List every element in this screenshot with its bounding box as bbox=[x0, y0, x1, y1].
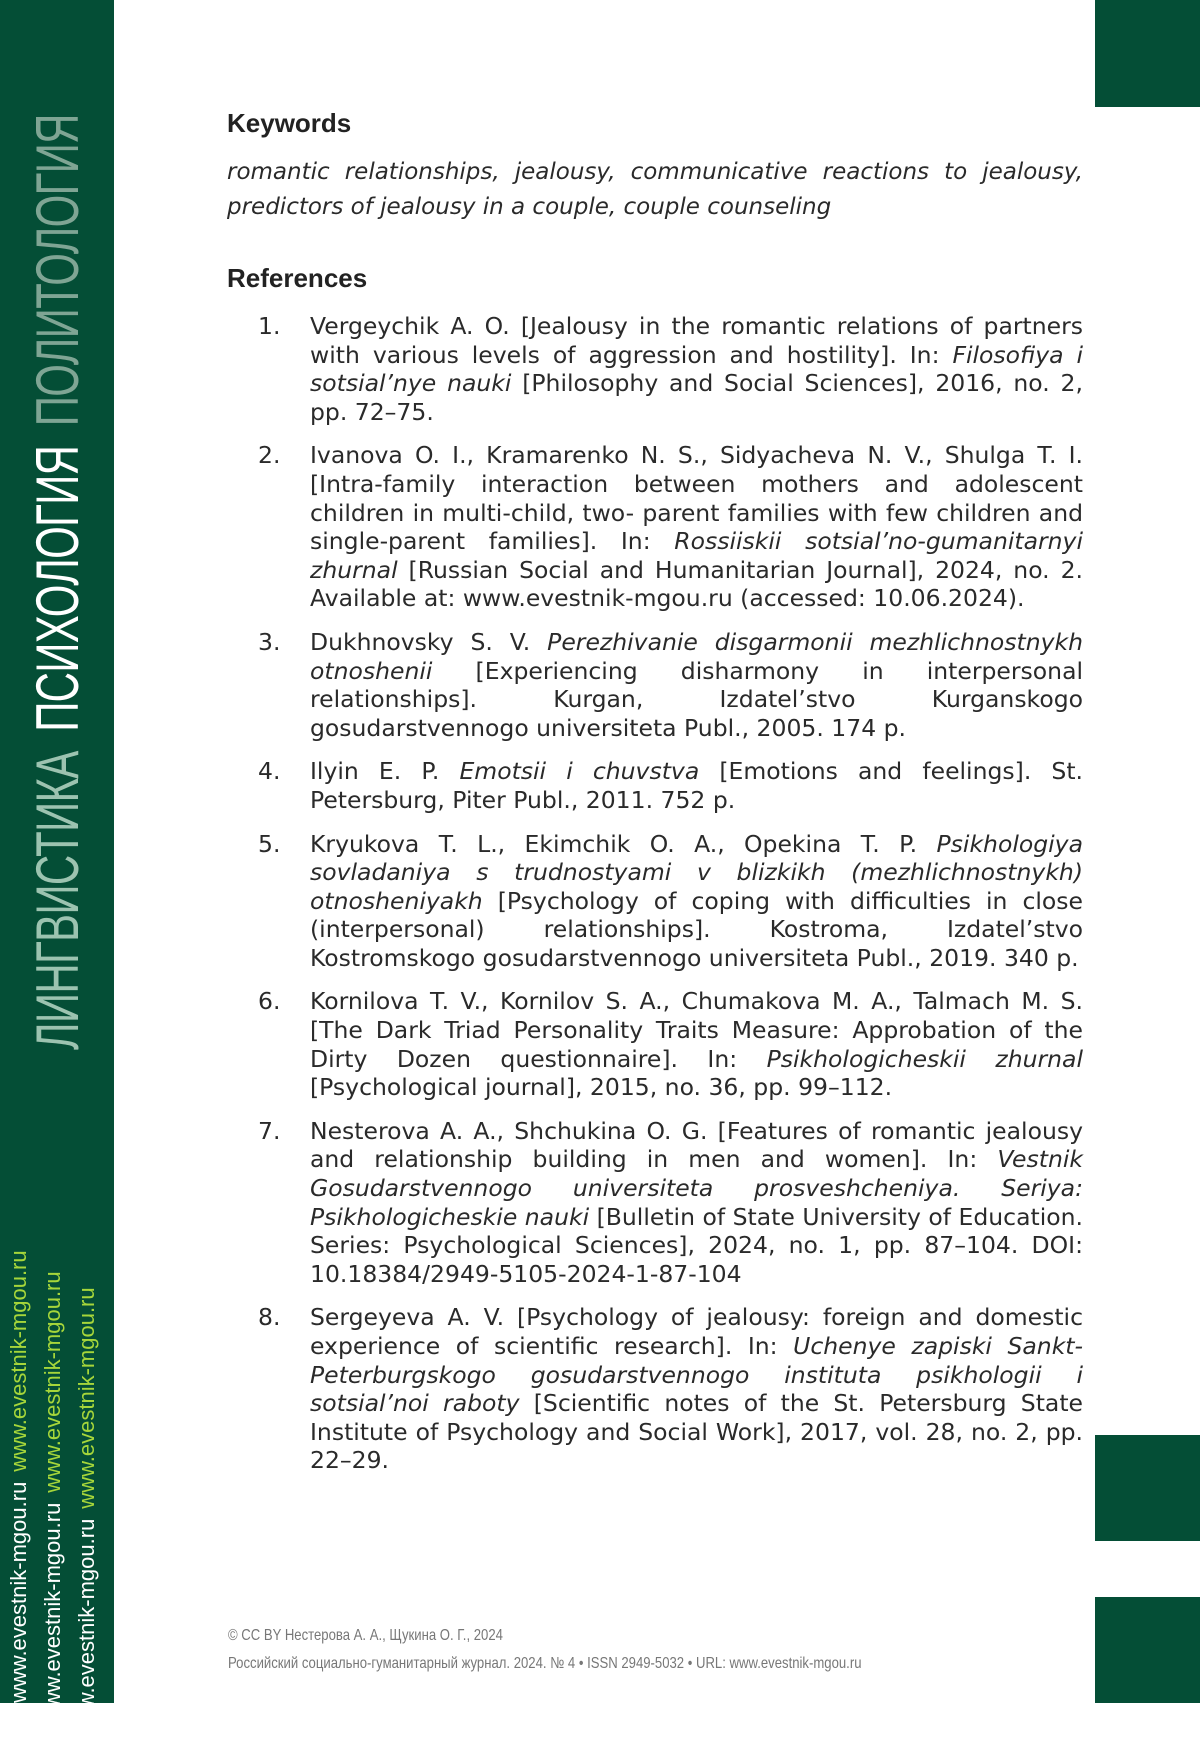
sidebar-url-column bbox=[38, 1261, 68, 1724]
reference-item bbox=[227, 757, 1083, 814]
reference-text-segment: [Bulletin of State University of Education. Series: Psychological Sciences], 2024, no. 1, pp. 87–104. DOI: 10.18384/2949-5105-2024-1-87-104 bbox=[310, 1202, 1083, 1288]
sidebar-title-politology: ПОЛИТОЛОГИЯ bbox=[23, 114, 91, 427]
reference-text-segment: [Philosophy and Social Sciences], 2016, no. 2, pp. 72–75. bbox=[310, 369, 1083, 426]
reference-text bbox=[310, 628, 1083, 742]
reference-text bbox=[310, 441, 1083, 612]
keywords-text: romantic relationships, jealousy, communicative reactions to jealousy, predictors of jealousy in a couple, couple counseling bbox=[227, 159, 1083, 220]
reference-item bbox=[227, 1303, 1083, 1475]
keywords-heading: Keywords bbox=[227, 108, 352, 138]
page-footer bbox=[228, 1622, 862, 1678]
reference-text-segment: [Emotions and feelings]. St. Petersburg, Piter Publ., 2011. 752 p. bbox=[310, 757, 1084, 814]
sidebar-url: www.evestnik-mgou.ru bbox=[40, 1502, 65, 1724]
reference-source-title: Psikhologicheskii zhurnal bbox=[766, 1044, 1083, 1073]
reference-source-title: Perezhivanie disgarmonii mezhlichnostnykh otnoshenii bbox=[310, 627, 1083, 685]
reference-number: 8. bbox=[258, 1303, 281, 1332]
page-edge-tab bbox=[1095, 0, 1200, 107]
reference-text bbox=[310, 830, 1083, 972]
reference-text-segment: Kryukova T. L., Ekimchik O. A., Opekina T. P. bbox=[310, 829, 937, 858]
reference-number: 5. bbox=[258, 829, 281, 858]
sidebar-url-column bbox=[72, 1277, 102, 1740]
reference-text-segment: [Psychological journal], 2015, no. 36, pp. 99–112. bbox=[310, 1073, 893, 1102]
reference-text-segment: Nesterova A. A., Shchukina O. G. [Features of romantic jealousy and relationship building in men and women]. In: bbox=[310, 1116, 1083, 1174]
reference-number: 2. bbox=[258, 441, 281, 470]
sidebar-url: www.evestnik-mgou.ru bbox=[6, 1481, 31, 1703]
reference-source-title: Uchenye zapiski Sankt-Peterburgskogo gosudarstvennogo instituta psikhologii i sotsial’noi raboty bbox=[310, 1332, 1083, 1418]
journal-sidebar bbox=[0, 0, 114, 1740]
reference-source-title: Emotsii i chuvstva bbox=[459, 757, 700, 786]
reference-item bbox=[227, 312, 1083, 426]
reference-item bbox=[227, 441, 1083, 613]
reference-text bbox=[310, 1303, 1083, 1474]
sidebar-title-linguistics: ЛИНГВИСТИКА bbox=[23, 751, 91, 1050]
sidebar-url: www.evestnik-mgou.ru bbox=[6, 1250, 31, 1472]
page-edge-tab bbox=[1095, 1597, 1200, 1703]
reference-text bbox=[310, 757, 1083, 814]
reference-text bbox=[310, 987, 1083, 1101]
reference-text bbox=[310, 312, 1083, 426]
sidebar-section-titles bbox=[22, 114, 92, 1050]
reference-number: 1. bbox=[258, 312, 281, 340]
reference-text-segment: [Scientific notes of the St. Petersburg State Institute of Psychology and Social Work], 2017, vol. 28, no. 2, pp. 22–29. bbox=[310, 1389, 1083, 1475]
reference-text-segment: [Experiencing disharmony in interpersonal relationships]. Kurgan, Izdatel’stvo Kurganskogo gosudarstvennogo universiteta Publ., 2005. 174 p. bbox=[310, 656, 1083, 742]
reference-number: 3. bbox=[258, 627, 281, 656]
reference-item bbox=[227, 1117, 1083, 1289]
article-content bbox=[227, 100, 1083, 1490]
reference-source-title: Psikhologiya sovladaniya s trudnostyami v blizkikh (mezhlichnostnykh) otnosheniyakh bbox=[310, 829, 1083, 915]
reference-text-segment: Vergeychik A. O. [Jealousy in the romantic relations of partners with various levels of aggression and hostility]. In: bbox=[310, 312, 1083, 369]
footer-copyright: © CC BY Нестерова А. А., Щукина О. Г., 2024 bbox=[228, 1627, 503, 1644]
references-list bbox=[227, 312, 1083, 1475]
sidebar-url: www.evestnik-mgou.ru bbox=[40, 1271, 65, 1493]
reference-source-title: Rossiiskii sotsial’no-gumanitarnyi zhurnal bbox=[310, 527, 1083, 584]
reference-text bbox=[310, 1117, 1083, 1288]
reference-number: 4. bbox=[258, 757, 281, 786]
references-heading: References bbox=[227, 263, 368, 293]
reference-text-segment: [Russian Social and Humanitarian Journal], 2024, no. 2. Available at: www.evestnik-mgou.ru (accessed: 10.06.2024). bbox=[310, 555, 1083, 613]
reference-source-title: Filosofiya i sotsial’nye nauki bbox=[310, 340, 1084, 398]
reference-text-segment: Sergeyeva A. V. [Psychology of jealousy: foreign and domestic experience of scientific research]. In: bbox=[310, 1303, 1083, 1360]
reference-text-segment: Ilyin E. P. bbox=[310, 757, 460, 786]
reference-text-segment: Kornilova T. V., Kornilov S. A., Chumakova M. A., Talmach M. S. [The Dark Triad Personality Traits Measure: Approbation of the Dirty Dozen questionnaire]. In: bbox=[310, 987, 1083, 1073]
reference-text-segment: Ivanova O. I., Kramarenko N. S., Sidyacheva N. V., Shulga T. I. [Intra-family interaction between mothers and adolescent children in multi-child, two- parent families with few children and single-parent families]. In: bbox=[310, 441, 1083, 556]
reference-number: 7. bbox=[258, 1116, 281, 1145]
reference-item bbox=[227, 628, 1083, 742]
reference-text-segment: [Psychology of coping with difficulties in close (interpersonal) relationships]. Kostroma, Izdatel’stvo Kostromskogo gosudarstvennogo universiteta Publ., 2019. 340 p. bbox=[310, 886, 1083, 972]
reference-item bbox=[227, 830, 1083, 973]
reference-text-segment: Dukhnovsky S. V. bbox=[310, 627, 548, 656]
sidebar-url: www.evestnik-mgou.ru bbox=[74, 1518, 99, 1740]
reference-number: 6. bbox=[258, 987, 281, 1016]
page-edge-tab bbox=[1095, 1435, 1200, 1541]
sidebar-url-column bbox=[4, 1240, 34, 1703]
reference-source-title: Vestnik Gosudarstvennogo universiteta prosveshcheniya. Seriya: Psikhologicheskie nauki bbox=[310, 1145, 1083, 1231]
sidebar-url: www.evestnik-mgou.ru bbox=[74, 1287, 99, 1509]
reference-item bbox=[227, 987, 1083, 1101]
sidebar-title-psychology: ПСИХОЛОГИЯ bbox=[23, 445, 91, 732]
footer-journal-info: Российский социально-гуманитарный журнал. 2024. № 4 • ISSN 2949-5032 • URL: www.evestnik-mgou.ru bbox=[228, 1655, 862, 1672]
